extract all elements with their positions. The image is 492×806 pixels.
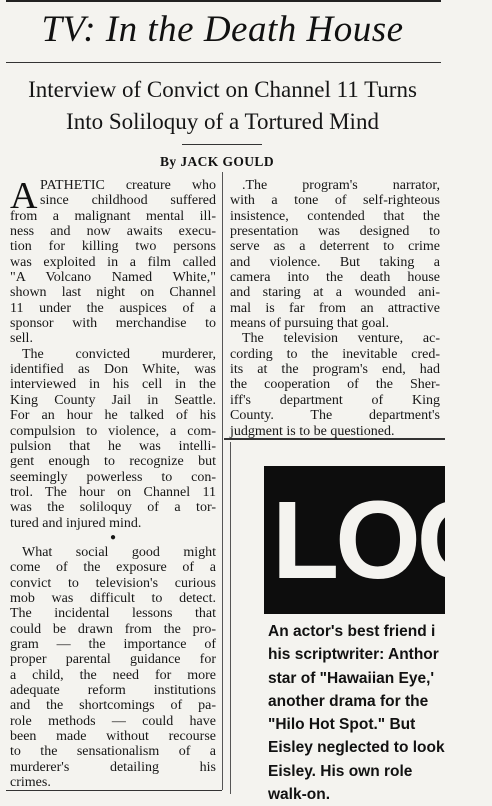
text-line: sell. [10, 331, 33, 347]
article-column-2 [230, 178, 440, 439]
text-line: serve as a deterrent to crime [230, 239, 440, 255]
text-line: the cooperation of the Sher- [230, 377, 440, 393]
adjacent-text-line: another drama for the [268, 692, 429, 710]
adjacent-text-line: Eisley neglected to look [268, 739, 445, 757]
text-line: "A Volcano Named White," [10, 270, 216, 286]
text-line: insistence, contended that the [230, 208, 440, 224]
text-line: crimes. [10, 775, 51, 791]
adjacent-article-text [268, 620, 445, 806]
text-line: a child, the need for more [10, 667, 216, 683]
text-line: iff's department of King [230, 392, 440, 408]
text-line: ness and now awaits execu- [10, 224, 216, 240]
text-line: 11 under the auspices of a [10, 300, 216, 316]
text-line: role methods — could have [10, 713, 216, 729]
text-line: mal is far from an attractive [230, 300, 440, 316]
adjacent-text-line: his scriptwriter: Anthor [268, 646, 439, 664]
adjacent-text-line: walk-on. [268, 786, 331, 804]
paragraph-3 [10, 545, 216, 791]
text-line: sponsor with merchandise to [10, 316, 216, 332]
text-line: The convicted murderer, [22, 346, 216, 362]
text-line: County. The department's [230, 408, 440, 424]
text-line: The incidental lessons that [10, 606, 216, 622]
text-line: and violence. But taking a [230, 254, 440, 270]
text-line: The television venture, ac- [242, 331, 440, 347]
text-line: since childhood suffered [40, 193, 216, 209]
text-line: and staring at a wounded ani- [230, 285, 440, 301]
text-line: judgment is to be questioned. [230, 423, 395, 439]
subhead-line-1: Interview of Convict on Channel 11 Turns [28, 77, 417, 102]
text-line: been made without recourse [10, 729, 216, 745]
text-line: gram — the importance of [10, 636, 216, 652]
column-divider [222, 172, 223, 790]
text-line: means of pursuing that goal. [230, 316, 390, 332]
text-line: interviewed in his cell in the [10, 377, 216, 393]
paragraph-5 [230, 331, 440, 438]
text-line: shown last night on Channel [10, 285, 216, 301]
paragraph-1 [10, 175, 216, 347]
text-line: trol. The hour on Channel 11 [10, 484, 216, 500]
adjacent-text-line: An actor's best friend i [268, 623, 436, 640]
text-line: could be drawn from the pro- [10, 621, 216, 637]
text-line: identified as Don White, was [10, 362, 216, 378]
text-line: .The program's narrator, [242, 178, 440, 193]
paragraph-2 [10, 347, 216, 531]
text-line: seemingly powerless to con- [10, 469, 216, 485]
section-bullet: ● [109, 531, 117, 543]
adjacent-text-line: star of "Hawaiian Eye,' [268, 669, 435, 687]
adjacent-column-divider [230, 442, 231, 794]
headline: TV: In the Death House [41, 9, 404, 50]
text-line: was exploited in a film called [10, 254, 216, 270]
text-line: King County Jail in Seattle. [10, 392, 216, 408]
adjacent-text-line: "Hilo Hot Spot." But [268, 716, 416, 734]
article-end-rule [224, 438, 445, 440]
text-line: tion for killing two persons [10, 239, 216, 255]
text-line: convict to television's curious [10, 575, 216, 591]
text-line: adequate reform institutions [10, 683, 216, 698]
text-line: camera into the death house [230, 270, 440, 286]
adjacent-box-word: LOC [272, 479, 492, 602]
text-line: gent enough to recognize but [10, 454, 216, 470]
text-line: PATHETIC creature who [40, 178, 216, 193]
text-line: presentation was designed to [230, 224, 440, 240]
text-line: from a malignant mental ill- [10, 208, 216, 224]
text-line: come of the exposure of a [10, 560, 216, 576]
text-line: its at the program's end, had [230, 362, 440, 378]
subhead-rule [182, 144, 262, 145]
text-line: pulsion that he was intelli- [10, 438, 216, 454]
subhead-line-2: Into Soliloquy of a Tortured Mind [66, 109, 379, 134]
text-line: mob was difficult to detect. [10, 590, 216, 606]
text-line: What social good might [22, 544, 216, 560]
text-line: murderer's detailing his [10, 759, 216, 775]
drop-cap: A [10, 175, 38, 217]
paragraph-4 [230, 178, 440, 331]
adjacent-box [264, 466, 492, 614]
byline: By JACK GOULD [160, 154, 274, 169]
adjacent-text-line: Eisley. His own role [268, 762, 413, 780]
headline-rule [6, 62, 441, 63]
text-line: and the shortcomings of pa- [10, 698, 216, 714]
text-line: cording to the inevitable cred- [230, 346, 440, 362]
text-line: For an hour he talked of his [10, 408, 216, 424]
text-line: was the soliloquy of a tor- [10, 500, 216, 516]
bottom-rule [6, 790, 222, 791]
article-column-1 [10, 175, 216, 791]
text-line: proper parental guidance for [10, 652, 216, 668]
text-line: tured and injured mind. [10, 515, 142, 531]
text-line: to the sensationalism of a [10, 744, 216, 760]
text-line: compulsion to violence, a com- [10, 423, 216, 439]
text-line: with a tone of self-righteous [230, 193, 440, 209]
